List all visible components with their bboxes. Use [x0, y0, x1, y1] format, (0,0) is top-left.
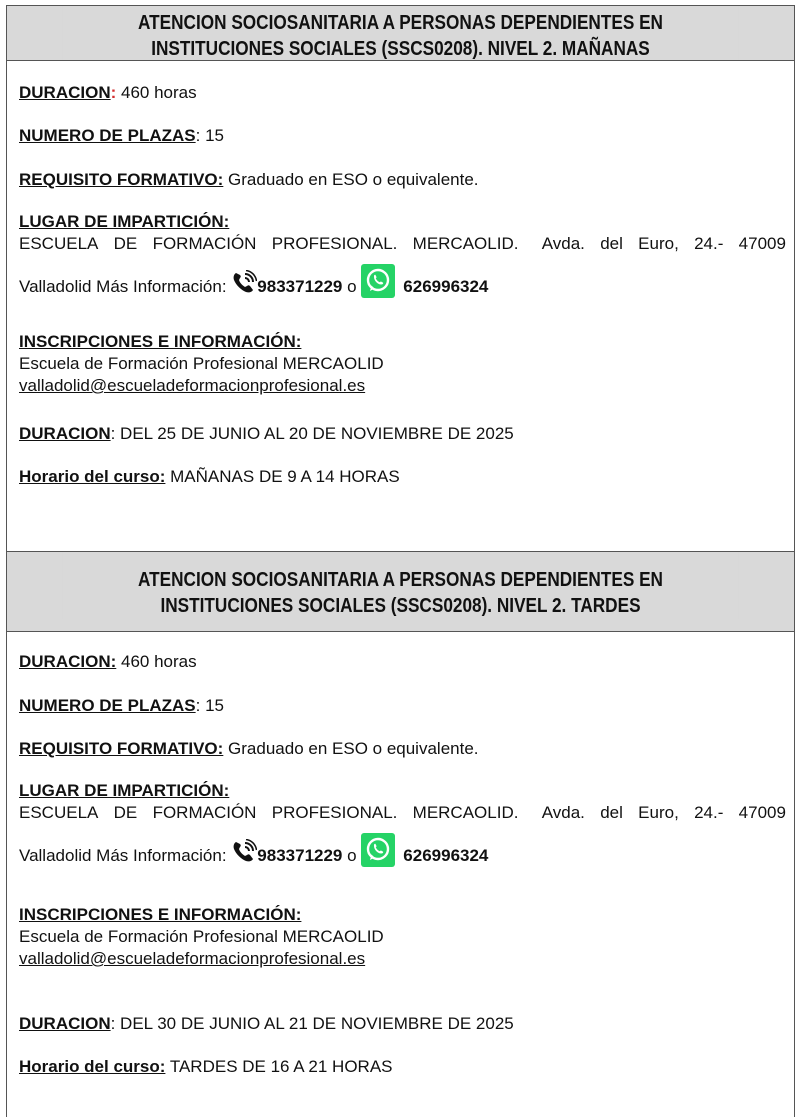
address-word: FORMACIÓN: [152, 234, 257, 253]
contact-row: [19, 833, 488, 867]
address-word: del: [600, 803, 623, 822]
requisito-row: [19, 170, 479, 190]
whatsapp-icon[interactable]: [361, 833, 395, 867]
fechas-row: [19, 424, 514, 444]
requisito-value: Graduado en ESO o equivalente.: [223, 170, 479, 189]
plazas-row: [19, 126, 224, 146]
address-word: DE: [113, 803, 138, 822]
phone-icon: [231, 839, 257, 865]
lugar-label-row: [19, 212, 229, 232]
course-title: [62, 552, 739, 619]
whatsapp-icon[interactable]: [361, 264, 395, 298]
email-link[interactable]: valladolid@escueladeformacionprofesional.es: [19, 376, 366, 395]
requisito-value: Graduado en ESO o equivalente.: [223, 739, 479, 758]
course-title-line-2: INSTITUCIONES SOCIALES (SSCS0208). NIVEL 2. MAÑANAS: [151, 38, 650, 60]
address-word: 24.-: [694, 803, 724, 822]
lugar-label: LUGAR DE IMPARTICIÓN:: [19, 212, 230, 231]
phone-separator: o: [342, 846, 362, 865]
course-title-line-1: ATENCION SOCIOSANITARIA A PERSONAS DEPENDIENTES EN: [138, 569, 663, 591]
course-title-line-2: INSTITUCIONES SOCIALES (SSCS0208). NIVEL 2. TARDES: [160, 595, 641, 617]
plazas-value: : 15: [195, 126, 224, 145]
inscripciones-label: INSCRIPCIONES E INFORMACIÓN:: [19, 332, 302, 351]
plazas-label: NUMERO DE PLAZAS: [19, 126, 196, 145]
inscripciones-label-row: [19, 905, 301, 925]
requisito-label: REQUISITO FORMATIVO:: [19, 170, 224, 189]
requisito-row: [19, 739, 479, 759]
course-card-tardes: [6, 551, 795, 1117]
mas-informacion-text: Valladolid Más Información:: [19, 846, 232, 865]
address-word: PROFESIONAL.: [271, 803, 398, 822]
fechas-row: [19, 1014, 514, 1034]
phone-number[interactable]: 983371229: [257, 846, 343, 865]
horario-label: Horario del curso:: [19, 1057, 166, 1076]
duracion-value: 460 horas: [116, 83, 197, 102]
duracion-label: DURACION: [19, 83, 111, 102]
whatsapp-number[interactable]: 626996324: [403, 277, 489, 296]
horario-label: Horario del curso:: [19, 467, 166, 486]
address-word: 47009: [738, 803, 786, 822]
contact-row: [19, 264, 488, 298]
fechas-label: DURACION: [19, 424, 111, 443]
duracion-row: [19, 652, 197, 672]
address-word: MERCAOLID.: [412, 803, 519, 822]
phone-icon: [231, 270, 257, 296]
fechas-value: : DEL 30 DE JUNIO AL 21 DE NOVIEMBRE DE 2025: [110, 1014, 514, 1033]
address-word: PROFESIONAL.: [271, 234, 398, 253]
course-title-line-1: ATENCION SOCIOSANITARIA A PERSONAS DEPENDIENTES EN: [138, 12, 663, 34]
horario-row: [19, 1057, 393, 1077]
lugar-address: [19, 803, 786, 823]
address-word: Euro,: [638, 803, 679, 822]
inscripciones-org: Escuela de Formación Profesional MERCAOLID: [19, 354, 384, 373]
duracion-colon: :: [110, 83, 117, 102]
plazas-row: [19, 696, 224, 716]
mas-informacion-text: Valladolid Más Información:: [19, 277, 232, 296]
phone-separator: o: [342, 277, 362, 296]
lugar-label: LUGAR DE IMPARTICIÓN:: [19, 781, 230, 800]
address-word: Avda.: [541, 803, 585, 822]
address-word: 47009: [738, 234, 786, 253]
horario-value: MAÑANAS DE 9 A 14 HORAS: [165, 467, 400, 486]
horario-value: TARDES DE 16 A 21 HORAS: [165, 1057, 393, 1076]
address-word: Euro,: [638, 234, 679, 253]
address-word: FORMACIÓN: [152, 803, 257, 822]
lugar-address: [19, 234, 786, 254]
horario-row: [19, 467, 400, 487]
inscripciones-org: Escuela de Formación Profesional MERCAOLID: [19, 927, 384, 946]
lugar-label-row: [19, 781, 229, 801]
duracion-value: 460 horas: [116, 652, 197, 671]
course-header: [7, 552, 794, 632]
fechas-label: DURACION: [19, 1014, 111, 1033]
duracion-label: DURACION:: [19, 652, 117, 671]
course-card-mananas: [6, 5, 795, 552]
address-word: MERCAOLID.: [412, 234, 519, 253]
course-title: [62, 6, 739, 61]
plazas-value: : 15: [195, 696, 224, 715]
inscripciones-label: INSCRIPCIONES E INFORMACIÓN:: [19, 905, 302, 924]
inscripciones-label-row: [19, 332, 301, 352]
duracion-row: [19, 83, 197, 103]
address-word: ESCUELA: [19, 234, 99, 253]
course-header: [7, 6, 794, 61]
address-word: del: [600, 234, 623, 253]
plazas-label: NUMERO DE PLAZAS: [19, 696, 196, 715]
address-word: Avda.: [541, 234, 585, 253]
fechas-value: : DEL 25 DE JUNIO AL 20 DE NOVIEMBRE DE 2025: [110, 424, 514, 443]
requisito-label: REQUISITO FORMATIVO:: [19, 739, 224, 758]
email-link[interactable]: valladolid@escueladeformacionprofesional.es: [19, 949, 366, 968]
address-word: DE: [113, 234, 138, 253]
phone-number[interactable]: 983371229: [257, 277, 343, 296]
address-word: ESCUELA: [19, 803, 99, 822]
whatsapp-number[interactable]: 626996324: [403, 846, 489, 865]
address-word: 24.-: [694, 234, 724, 253]
